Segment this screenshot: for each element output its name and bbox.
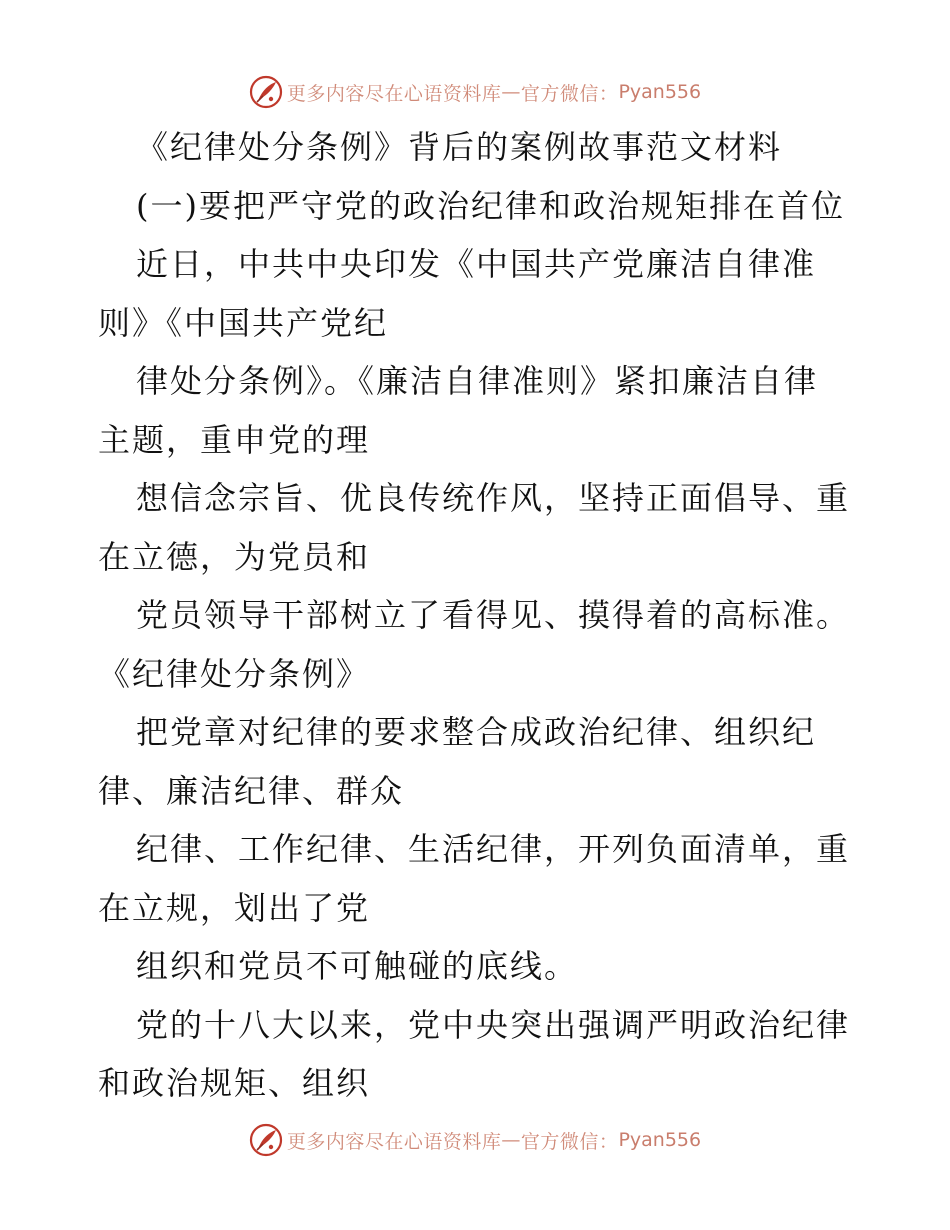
watermark-contact-label: 官方微信： <box>520 82 619 105</box>
watermark-separator: — <box>501 81 521 103</box>
paragraph-line: 主题，重申党的理 <box>98 420 371 459</box>
paragraph-line: 组织和党员不可触碰的底线。 <box>136 947 579 985</box>
feather-pen-circle-icon <box>249 75 283 109</box>
paragraph-line: 《纪律处分条例》 <box>98 654 371 693</box>
paragraph-line: 则》《中国共产党纪 <box>98 303 389 342</box>
watermark-brand: 更多内容尽在心语资料库 <box>286 1130 502 1153</box>
watermark-contact-id: Pyan556 <box>618 81 702 103</box>
watermark-contact-label: 官方微信： <box>520 1130 619 1153</box>
watermark-separator: — <box>501 1129 521 1151</box>
section-heading: (一)要把严守党的政治纪律和政治规矩排在首位 <box>136 186 845 225</box>
header-watermark <box>0 72 950 112</box>
paragraph-line: 想信念宗旨、优良传统作风，坚持正面倡导、重 <box>136 479 851 517</box>
paragraph-line: 把党章对纪律的要求整合成政治纪律、组织纪 <box>136 713 817 751</box>
paragraph-line: 纪律、工作纪律、生活纪律，开列负面清单，重 <box>136 830 851 868</box>
document-body <box>98 118 858 1113</box>
paragraph-line: 律处分条例》。《廉洁自律准则》紧扣廉洁自律 <box>136 362 819 400</box>
watermark-contact-id: Pyan556 <box>618 1129 702 1151</box>
footer-watermark <box>0 1120 950 1160</box>
paragraph-line: 和政治规矩、组织 <box>98 1064 371 1102</box>
feather-pen-circle-icon <box>249 1123 283 1157</box>
document-title: 《纪律处分条例》背后的案例故事范文材料 <box>136 128 783 166</box>
watermark-brand: 更多内容尽在心语资料库 <box>286 82 502 105</box>
paragraph-line: 党员领导干部树立了看得见、摸得着的高标准。 <box>136 596 851 634</box>
paragraph-line: 在立德，为党员和 <box>98 537 371 576</box>
paragraph-line: 党的十八大以来，党中央突出强调严明政治纪律 <box>136 1005 851 1044</box>
paragraph-line: 近日，中共中央印发《中国共产党廉洁自律准 <box>136 245 817 283</box>
paragraph-line: 律、廉洁纪律、群众 <box>98 771 405 810</box>
paragraph-line: 在立规，划出了党 <box>98 888 371 927</box>
